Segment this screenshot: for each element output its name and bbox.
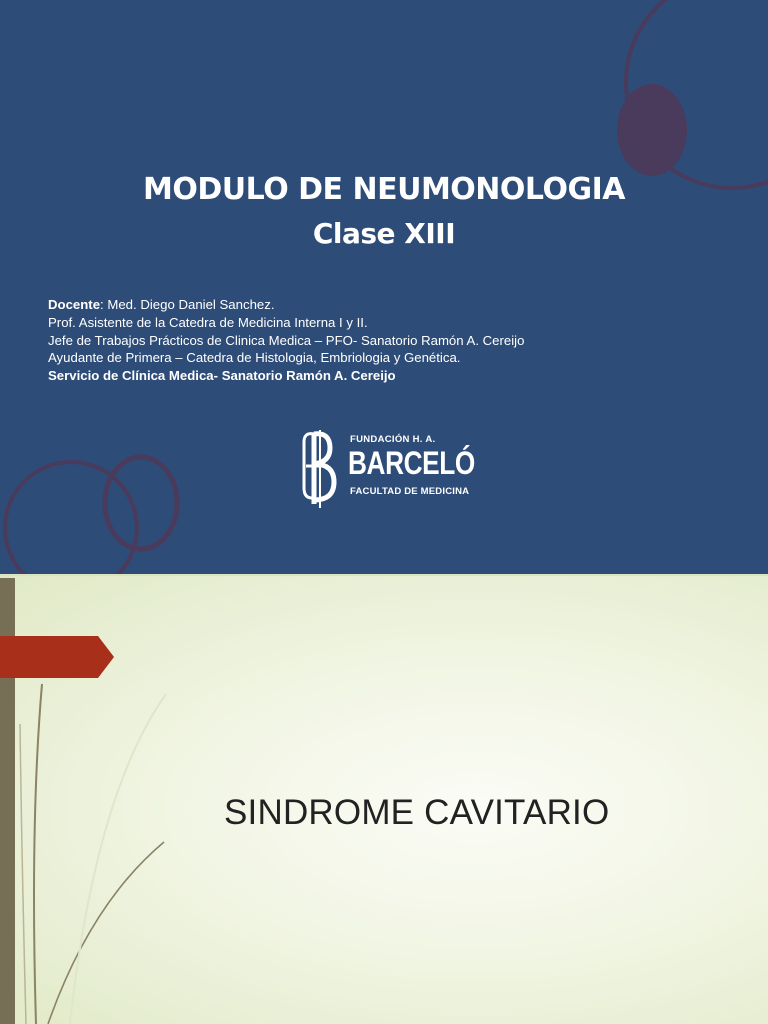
docente-label: Docente [48,297,101,312]
logo-bottom-text: FACULTAD DE MEDICINA [350,486,470,497]
docente-line-3: Ayudante de Primera – Catedra de Histologia, Embriologia y Genética. [48,350,461,366]
logo-top-text: FUNDACIÓN H. A. [350,434,436,445]
docente-line-2: Jefe de Trabajos Prácticos de Clinica Medica – PFO- Sanatorio Ramón A. Cereijo [48,332,525,348]
docente-name: : Med. Diego Daniel Sanchez. [100,297,275,312]
docente-info [48,296,524,385]
slide-title-heading: MODULO DE NEUMONOLOGIA [143,172,625,207]
logo-name: BARCELÓ [348,445,475,481]
docente-line [48,296,524,314]
slide-section [0,574,768,1024]
docente-line-1: Prof. Asistente de la Catedra de Medicina Interna I y II. [48,314,368,330]
service-line [48,367,524,385]
section-heading: SINDROME CAVITARIO [224,793,610,832]
accent-arrow [0,636,114,678]
barcelo-logo [300,428,480,510]
fb-monogram-icon [300,428,344,510]
service-text: Servicio de Clínica Medica- Sanatorio Ramón A. Cereijo [48,368,396,384]
slide-subtitle: Clase XIII [312,217,456,250]
